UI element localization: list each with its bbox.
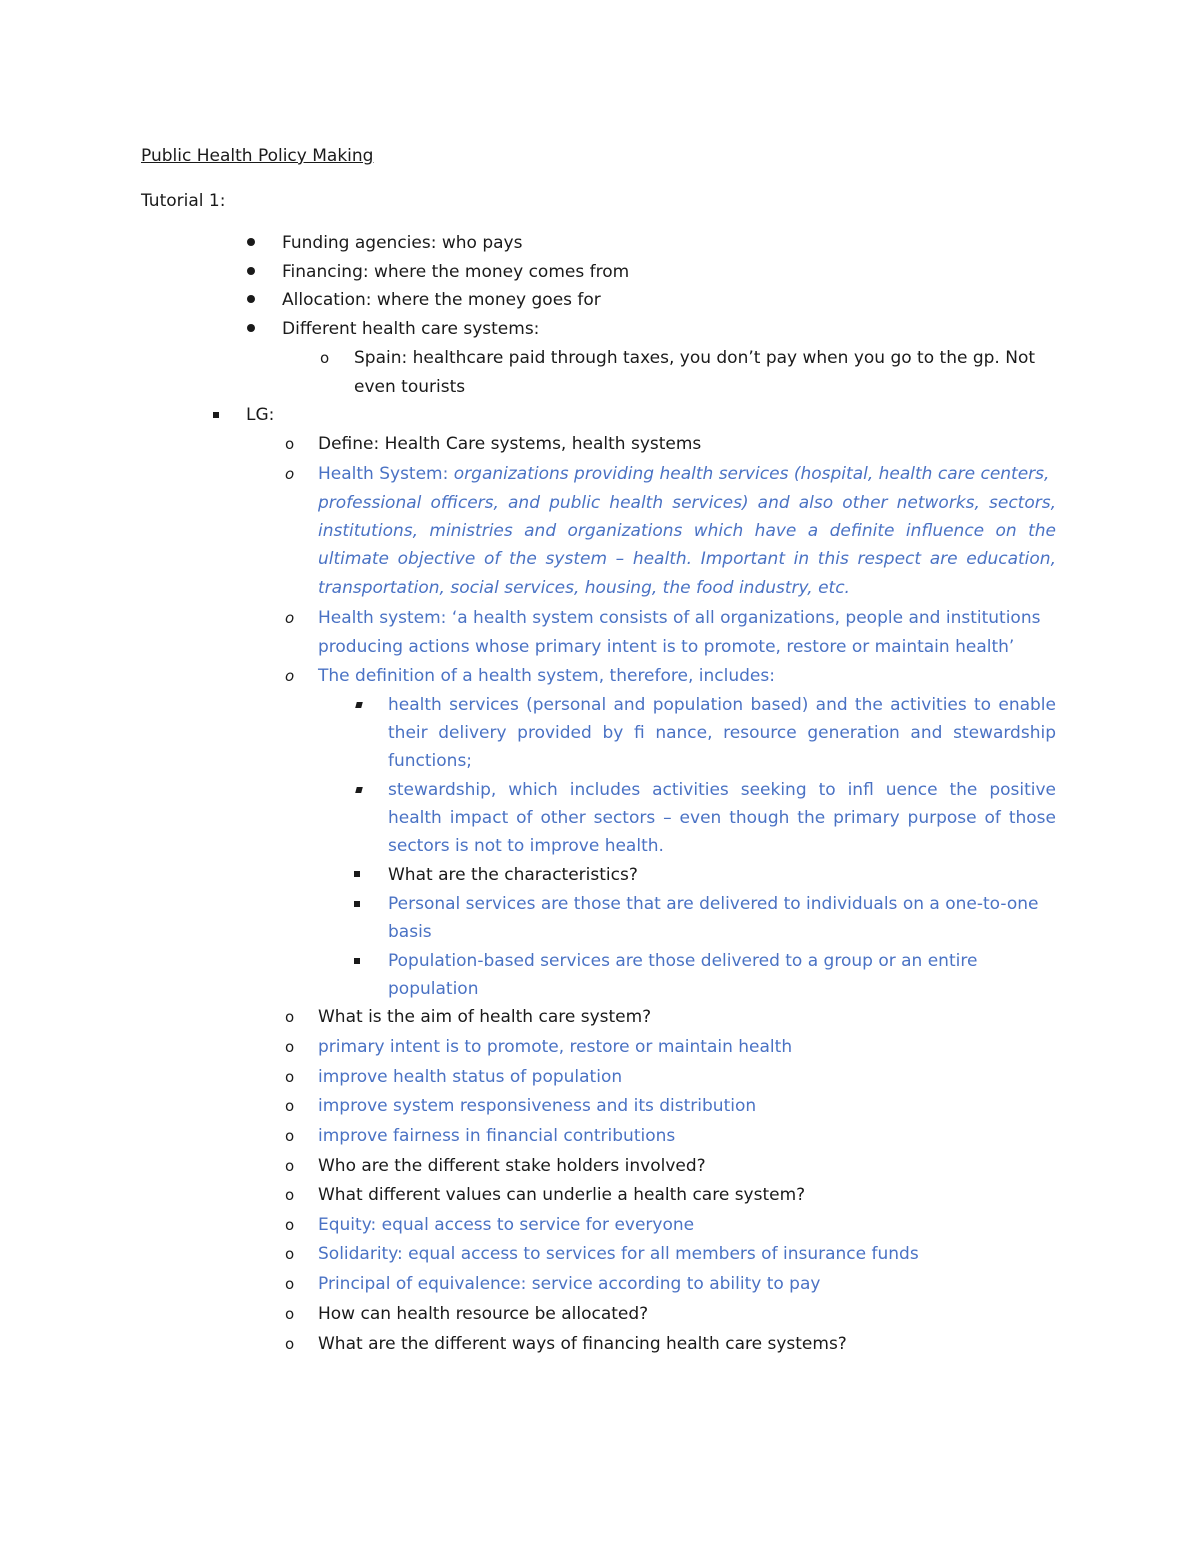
lg-label: LG: bbox=[246, 405, 275, 425]
square-bullet bbox=[355, 787, 363, 793]
o-marker: o bbox=[285, 1097, 295, 1115]
health-system-text: professional officers, and public health services) and also other networks, sectors, bbox=[318, 493, 1056, 513]
aim-item: improve system responsiveness and its distribution bbox=[318, 1096, 757, 1116]
tutorial-heading: Tutorial 1: bbox=[141, 191, 226, 211]
aim-item: How can health resource be allocated? bbox=[318, 1304, 649, 1324]
aim-item: Who are the different stake holders involved? bbox=[318, 1156, 706, 1176]
services-text: their delivery provided by fi nance, resource generation and stewardship bbox=[388, 723, 1056, 743]
personal-services-line: basis bbox=[388, 922, 432, 942]
stewardship-line: sectors is not to improve health. bbox=[388, 836, 664, 856]
services-text: health services (personal and population based) and the activities to enable bbox=[388, 695, 1056, 715]
health-system-line: transportation, social services, housing, the food industry, etc. bbox=[318, 578, 850, 598]
square-bullet bbox=[354, 958, 360, 964]
square-bullet bbox=[354, 901, 360, 907]
health-system-def-2: Health system: ‘a health system consists of all organizations, people and institutions bbox=[318, 608, 1041, 628]
o-marker: o bbox=[285, 1305, 295, 1323]
o-marker: o bbox=[285, 1216, 295, 1234]
bullet-item: Funding agencies: who pays bbox=[282, 233, 523, 253]
o-marker: o bbox=[285, 1186, 295, 1204]
o-marker: o bbox=[285, 667, 295, 685]
aim-item: Solidarity: equal access to services for all members of insurance funds bbox=[318, 1244, 919, 1264]
aim-item: improve fairness in financial contributions bbox=[318, 1126, 676, 1146]
health-system-text: organizations providing health services (hospital, health care centers, bbox=[453, 464, 1050, 484]
bullet-item: Financing: where the money comes from bbox=[282, 262, 630, 282]
o-marker: o bbox=[285, 609, 295, 627]
o-marker: o bbox=[285, 1335, 295, 1353]
aim-item: improve health status of population bbox=[318, 1067, 623, 1087]
population-services-line: population bbox=[388, 979, 479, 999]
population-services-line: Population-based services are those delivered to a group or an entire bbox=[388, 951, 978, 971]
o-marker: o bbox=[285, 1245, 295, 1263]
o-marker: o bbox=[320, 349, 330, 367]
stewardship-text: stewardship, which includes activities seeking to infl uence the positive bbox=[388, 780, 1056, 800]
bullet-dot bbox=[247, 324, 255, 332]
define-line: Define: Health Care systems, health systems bbox=[318, 434, 702, 454]
services-line bbox=[388, 722, 1056, 744]
characteristics-question: What are the characteristics? bbox=[388, 865, 638, 885]
o-marker: o bbox=[285, 435, 295, 453]
definition-intro: The definition of a health system, therefore, includes: bbox=[318, 666, 775, 686]
personal-services-line: Personal services are those that are delivered to individuals on a one-to-one bbox=[388, 894, 1039, 914]
o-marker: o bbox=[285, 1068, 295, 1086]
aim-item: Equity: equal access to service for everyone bbox=[318, 1215, 695, 1235]
health-system-def-2: producing actions whose primary intent is to promote, restore or maintain health’ bbox=[318, 637, 1015, 657]
aim-item: What is the aim of health care system? bbox=[318, 1007, 652, 1027]
square-bullet bbox=[354, 871, 360, 877]
o-marker: o bbox=[285, 1008, 295, 1026]
o-marker: o bbox=[285, 1127, 295, 1145]
health-system-text: ultimate objective of the system – health. Important in this respect are education, bbox=[318, 549, 1056, 569]
document-title: Public Health Policy Making bbox=[141, 146, 374, 166]
stewardship-text: health impact of other sectors – even though the primary purpose of those bbox=[388, 808, 1056, 828]
square-bullet bbox=[355, 702, 363, 708]
health-system-label: Health System: bbox=[318, 464, 454, 484]
stewardship-line bbox=[388, 779, 1056, 801]
bullet-dot bbox=[247, 238, 255, 246]
spain-line: Spain: healthcare paid through taxes, you don’t pay when you go to the gp. Not bbox=[354, 348, 1036, 368]
bullet-item: Allocation: where the money goes for bbox=[282, 290, 601, 310]
services-line bbox=[388, 694, 1056, 716]
health-system-line bbox=[318, 520, 1056, 542]
o-marker: o bbox=[285, 1157, 295, 1175]
bullet-dot bbox=[247, 295, 255, 303]
services-line: functions; bbox=[388, 751, 473, 771]
health-system-line bbox=[318, 548, 1056, 570]
health-system-text: institutions, ministries and organizations which have a definite influence on the bbox=[318, 521, 1056, 541]
o-marker: o bbox=[285, 465, 295, 483]
health-system-line bbox=[318, 492, 1056, 514]
bullet-item: Different health care systems: bbox=[282, 319, 540, 339]
aim-item: primary intent is to promote, restore or maintain health bbox=[318, 1037, 793, 1057]
aim-item: What different values can underlie a health care system? bbox=[318, 1185, 806, 1205]
square-bullet bbox=[213, 412, 219, 418]
health-system-def-1 bbox=[318, 463, 1049, 485]
aim-item: What are the different ways of financing health care systems? bbox=[318, 1334, 847, 1354]
aim-item: Principal of equivalence: service according to ability to pay bbox=[318, 1274, 821, 1294]
stewardship-line bbox=[388, 807, 1056, 829]
o-marker: o bbox=[285, 1038, 295, 1056]
bullet-dot bbox=[247, 267, 255, 275]
spain-line: even tourists bbox=[354, 377, 466, 397]
o-marker: o bbox=[285, 1275, 295, 1293]
